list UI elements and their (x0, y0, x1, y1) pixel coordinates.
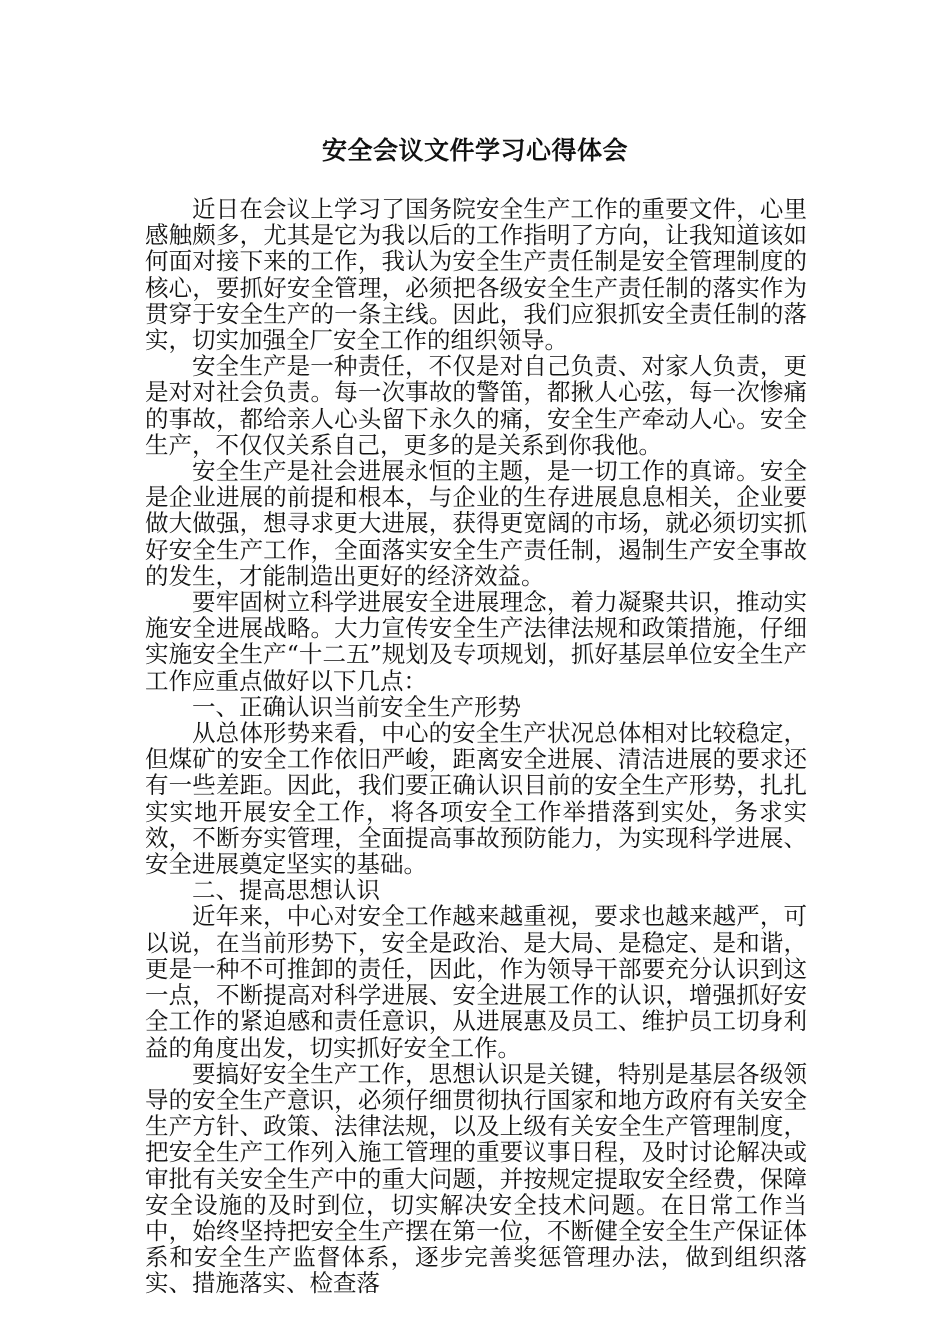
document-title: 安全会议文件学习心得体会 (321, 136, 628, 165)
paragraph-7: 要搞好安全生产工作，思想认识是关键，特别是基层各级领导的安全生产意识，必须仔细贯彻执行国家和地方政府有关安全生产方针、政策、法律法规，以及上级有关安全生产管理制度，把安全生产工作列入施工管理的重要议事日程，及时讨论解决或审批有关安全生产中的重大问题，并按规定提取安全经费，保障安全设施的及时到位，切实解决安全技术问题。在日常工作当中，始终坚持把安全生产摆在第一位，不断健全安全生产保证体系和安全生产监督体系，逐步完善奖惩管理办法，做到组织落实、措施落实、检查落 (145, 1059, 807, 1298)
document-body (145, 196, 807, 1297)
paragraph-6: 近年来，中心对安全工作越来越重视，要求也越来越严，可以说，在当前形势下，安全是政治、是大局、是稳定、是和谐，更是一种不可推卸的责任，因此，作为领导干部要充分认识到这一点，不断提高对科学进展、安全进展工作的认识，增强抓好安全工作的紧迫感和责任意识，从进展惠及员工、维护员工切身利益的角度出发，切实抓好安全工作。 (145, 902, 807, 1062)
paragraph-1: 近日在会议上学习了国务院安全生产工作的重要文件，心里感触颇多，尤其是它为我以后的工作指明了方向，让我知道该如何面对接下来的工作，我认为安全生产责任制是安全管理制度的核心，要抓好安全管理，必须把各级安全生产责任制的落实作为贯穿于安全生产的一条主线。因此，我们应狠抓安全责任制的落实，切实加强全厂安全工作的组织领导。 (145, 195, 807, 355)
paragraph-5: 从总体形势来看，中心的安全生产状况总体相对比较稳定，但煤矿的安全工作依旧严峻，距离安全进展、清洁进展的要求还有一些差距。因此，我们要正确认识目前的安全生产形势，扎扎实实地开展安全工作，将各项安全工作举措落到实处，务求实效，不断夯实管理，全面提高事故预防能力，为实现科学进展、安全进展奠定坚实的基础。 (145, 719, 807, 879)
section-heading-2: 二、提高思想认识 (192, 876, 380, 905)
section-heading-1: 一、正确认识当前安全生产形势 (192, 692, 521, 721)
paragraph-4: 要牢固树立科学进展安全进展理念，着力凝聚共识，推动实施安全进展战略。大力宣传安全生产法律法规和政策措施，仔细实施安全生产“十二五”规划及专项规划，抓好基层单位安全生产工作应重点做好以下几点： (145, 588, 807, 695)
paragraph-3: 安全生产是社会进展永恒的主题，是一切工作的真谛。安全是企业进展的前提和根本，与企业的生存进展息息相关，企业要做大做强，想寻求更大进展，获得更宽阔的市场，就必须切实抓好安全生产工作，全面落实安全生产责任制，遏制生产安全事故的发生，才能制造出更好的经济效益。 (145, 457, 807, 590)
paragraph-2: 安全生产是一种责任，不仅是对自己负责、对家人负责，更是对对社会负责。每一次事故的警笛，都揪人心弦，每一次惨痛的事故，都给亲人心头留下永久的痛，安全生产牵动人心。安全生产，不仅仅关系自己，更多的是关系到你我他。 (145, 352, 807, 459)
